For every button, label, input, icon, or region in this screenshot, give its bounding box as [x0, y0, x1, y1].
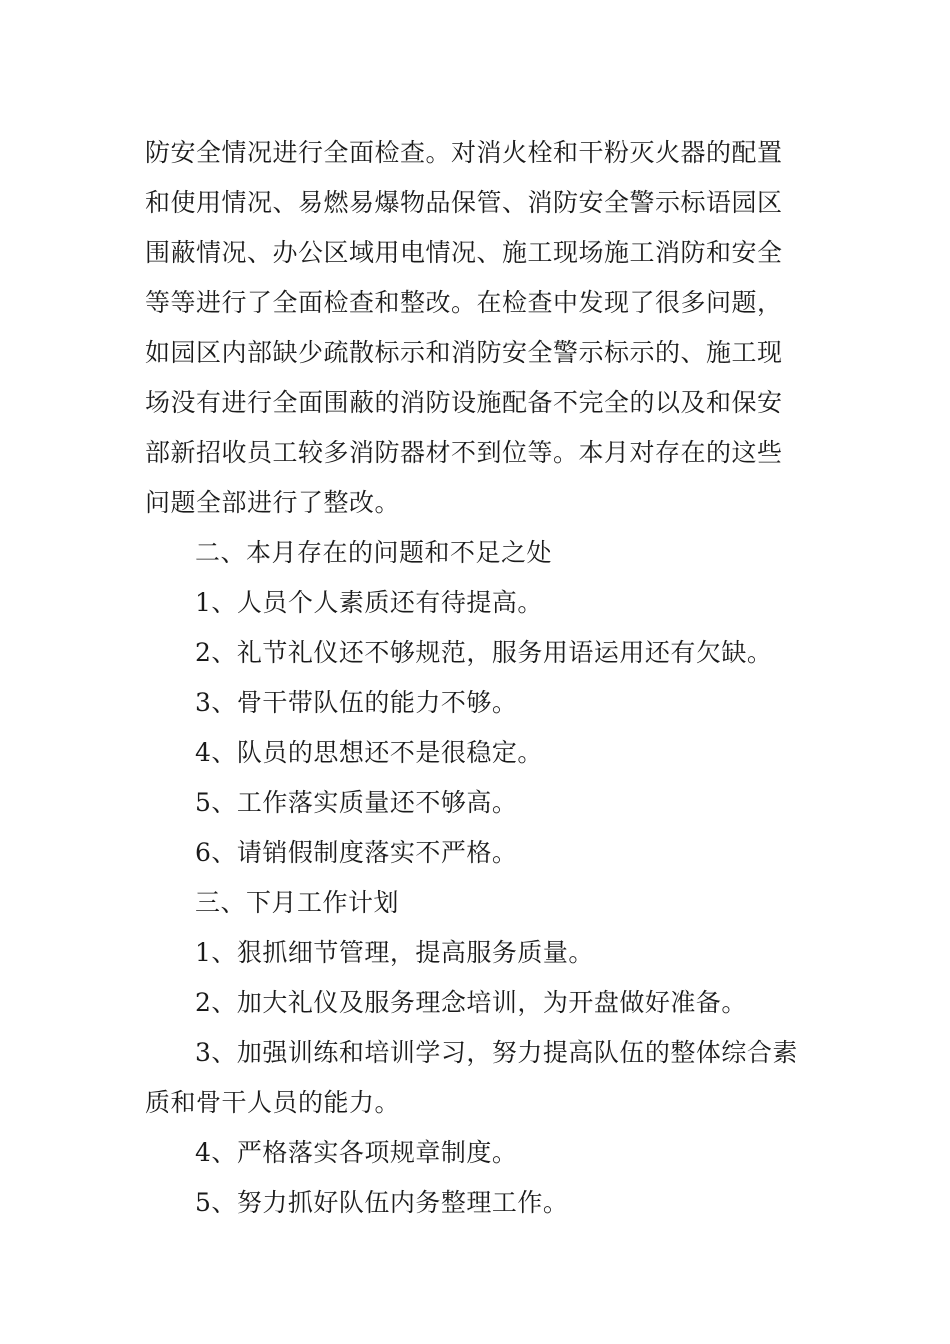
problem-item: 6、请销假制度落实不严格。: [195, 838, 518, 867]
paragraph-line: 和使用情况、易燃易爆物品保管、消防安全警示标语园区: [145, 188, 783, 217]
problem-item: 1、人员个人素质还有待提高。: [195, 588, 543, 617]
plan-item: 2、加大礼仪及服务理念培训，为开盘做好准备。: [195, 988, 747, 1017]
paragraph-line: 等等进行了全面检查和整改。在检查中发现了很多问题，: [145, 288, 783, 317]
plan-item-continuation: 质和骨干人员的能力。: [145, 1088, 401, 1117]
section-heading-problems: 二、本月存在的问题和不足之处: [195, 538, 553, 567]
problem-item: 4、队员的思想还不是很稳定。: [195, 738, 543, 767]
plan-item: 1、狠抓细节管理，提高服务质量。: [195, 938, 594, 967]
paragraph-line: 场没有进行全面围蔽的消防设施配备不完全的以及和保安: [145, 388, 783, 417]
paragraph-line: 问题全部进行了整改。: [145, 488, 401, 517]
plan-item: 4、严格落实各项规章制度。: [195, 1138, 518, 1167]
problem-item: 5、工作落实质量还不够高。: [195, 788, 518, 817]
plan-item: 5、努力抓好队伍内务整理工作。: [195, 1188, 569, 1217]
paragraph-line: 围蔽情况、办公区域用电情况、施工现场施工消防和安全: [145, 238, 783, 267]
paragraph-line: 部新招收员工较多消防器材不到位等。本月对存在的这些: [145, 438, 783, 467]
paragraph-line: 如园区内部缺少疏散标示和消防安全警示标示的、施工现: [145, 338, 783, 367]
document-body: [145, 128, 807, 1228]
plan-item: 3、加强训练和培训学习，努力提高队伍的整体综合素: [195, 1038, 798, 1067]
problem-item: 2、礼节礼仪还不够规范，服务用语运用还有欠缺。: [195, 638, 773, 667]
section-heading-plan: 三、下月工作计划: [195, 888, 400, 917]
problem-item: 3、骨干带队伍的能力不够。: [195, 688, 518, 717]
paragraph-line: 防安全情况进行全面检查。对消火栓和干粉灭火器的配置: [145, 138, 783, 167]
